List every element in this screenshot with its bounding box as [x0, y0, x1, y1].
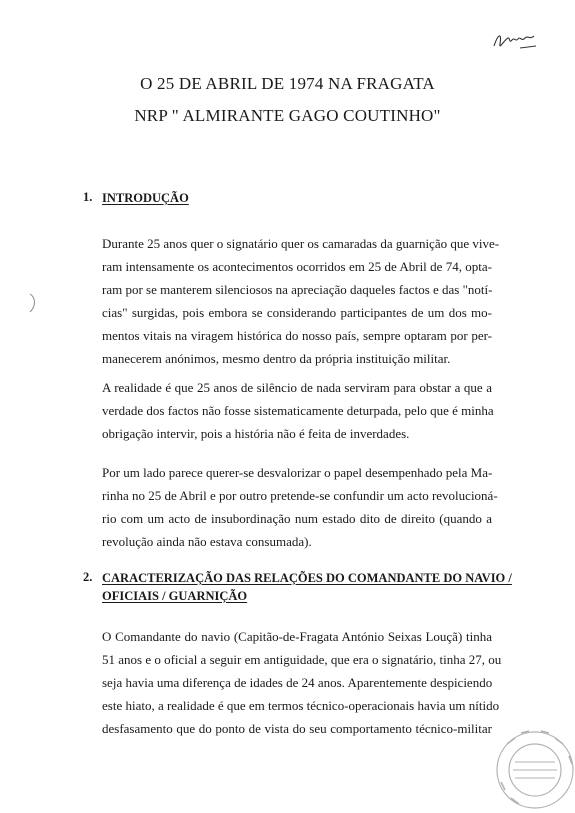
document-title-line-1: O 25 DE ABRIL DE 1974 NA FRAGATA	[140, 74, 435, 93]
text-line: rinha no 25 de Abril e por outro pretende-se confundir um acto revolucioná-	[102, 488, 498, 503]
text-line: cias" surgidas, pois embora se considerando participantes de um dos mo-	[102, 305, 492, 320]
section-2-number: 2.	[83, 570, 93, 584]
section-1-paragraph-1	[102, 232, 500, 370]
text-line: rio com um acto de insubordinação num estado dito de direito (quando a	[102, 511, 492, 526]
text-line: este hiato, a realidade é que em termos técnico-operacionais havia um nítido	[102, 698, 500, 713]
text-line: verdade dos factos não fosse sistematicamente deturpada, pelo que é minha	[102, 403, 494, 418]
text-line: ram intensamente os acontecimentos ocorridos em 25 de Abril de 74, opta-	[102, 259, 492, 274]
text-line: Por um lado parece querer-se desvalorizar o papel desempenhado pela Ma-	[102, 465, 493, 480]
margin-mark	[27, 292, 39, 314]
institution-stamp	[485, 718, 575, 813]
text-line: revolução ainda não estava consumada).	[102, 534, 312, 549]
document-title-line-2: NRP " ALMIRANTE GAGO COUTINHO"	[134, 106, 441, 125]
text-line: seja havia uma diferença de idades de 24 anos. Aparentemente despiciendo	[102, 675, 493, 690]
section-2-heading-line-2: OFICIAIS / GUARNIÇÃO	[102, 589, 248, 603]
text-line: A realidade é que 25 anos de silêncio de nada serviram para obstar a que a	[102, 380, 492, 395]
text-line: obrigação intervir, pois a história não é feita de inverdades.	[102, 426, 410, 441]
handwritten-signature	[490, 26, 540, 54]
text-line: ram por se manterem silenciosos na apreciação daqueles factos e das "notí-	[102, 282, 493, 297]
section-1-paragraph-3	[102, 461, 498, 553]
section-2-paragraph-1	[102, 625, 502, 740]
section-1-number: 1.	[83, 190, 93, 204]
text-line: Durante 25 anos quer o signatário quer os camaradas da guarnição que vive-	[102, 236, 500, 251]
text-line: O Comandante do navio (Capitão-de-Fragata António Seixas Louçã) tinha	[102, 629, 492, 644]
section-2-heading	[102, 569, 512, 605]
text-line: manecerem anónimos, mesmo dentro da própria instituição militar.	[102, 351, 451, 366]
section-2-heading-line-1: CARACTERIZAÇÃO DAS RELAÇÕES DO COMANDANTE DO NAVIO /	[102, 571, 512, 585]
section-1-heading: INTRODUÇÃO	[102, 191, 189, 205]
text-line: 51 anos e o oficial a seguir em antiguidade, que era o signatário, tinha 27, ou	[102, 652, 502, 667]
section-1-paragraph-2	[102, 376, 492, 445]
text-line: mentos vitais na viragem histórica do nosso país, sempre optaram por per-	[102, 328, 492, 343]
text-line: desfasamento que do ponto de vista do seu comportamento técnico-militar	[102, 721, 492, 736]
